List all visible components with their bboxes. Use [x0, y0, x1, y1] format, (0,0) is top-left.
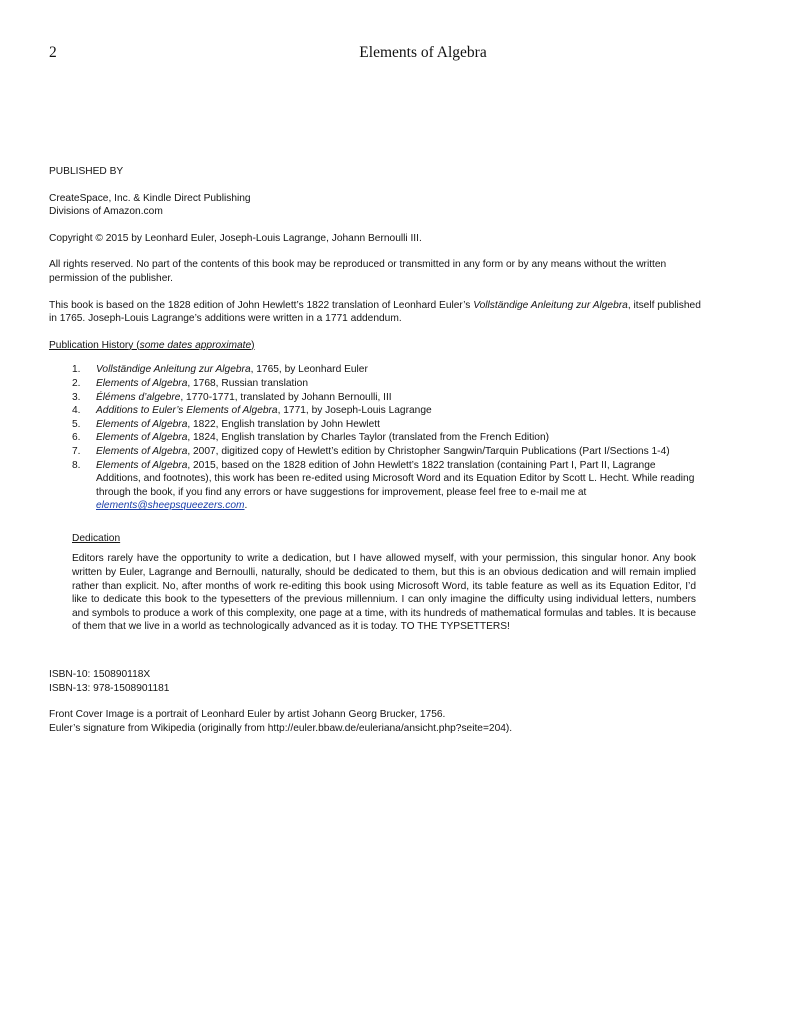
publication-history-heading: Publication History (some dates approximate) [49, 339, 255, 351]
list-item: 8. Elements of Algebra, 2015, based on the 1828 edition of John Hewlett’s 1822 translation (containing Part I, Part II, Lagrange Additions, and footnotes), this work has been re-edited using Microsoft Word and its Equation Editor by Scott L. Hecht. While reading through the book, if you find any errors or have suggestions for improvement, please feel free to e-mail me at elements@sheepsqueezers.com. [72, 459, 695, 512]
publisher-line-2: Divisions of Amazon.com [49, 206, 163, 218]
page-header [49, 44, 749, 68]
page-number: 2 [49, 44, 57, 61]
list-item: 1. Vollständige Anleitung zur Algebra, 1765, by Leonhard Euler [72, 364, 368, 376]
published-by-label: PUBLISHED BY [49, 166, 124, 177]
email-link[interactable]: elements@sheepsqueezers.com [96, 500, 245, 512]
list-item: 4. Additions to Euler’s Elements of Algebra, 1771, by Joseph-Louis Lagrange [72, 405, 432, 417]
list-item: 7. Elements of Algebra, 2007, digitized copy of Hewlett’s edition by Christopher Sangwin/Tarquin Publications (Part I/Sections 1-4) [72, 445, 670, 457]
rights-notice: All rights reserved. No part of the contents of this book may be reproduced or transmitted in any form or by any means without the written permission of the publisher. [49, 259, 667, 284]
copyright-page-body [49, 165, 701, 735]
list-item: 2. Elements of Algebra, 1768, Russian translation [72, 377, 308, 389]
based-on-notice: This book is based on the 1828 edition of John Hewlett’s 1822 translation of Leonhard Euler’s Vollständige Anleitung zur Algebra, itself published in 1765. Joseph-Louis Lagrange’s additions were written in a 1771 addendum. [49, 299, 701, 325]
list-item: 5. Elements of Algebra, 1822, English translation by John Hewlett [72, 418, 380, 430]
list-item: 3. Élémens d’algebre, 1770-1771, translated by Johann Bernoulli, III [72, 391, 392, 403]
dedication-text: Editors rarely have the opportunity to write a dedication, but I have allowed myself, with your permission, this singular honor. Any book written by Euler, Lagrange and Bernoulli, naturally, should be dedicated to them, but this is an obvious dedication and will remain implied rather than explicit. No, after months of work re-editing this book using Microsoft Word, its table feature as well as its Equation Editor, I’d like to dedicate this book to the typesetters of the previous millennium. I can only imagine the difficulty using individual letters, numbers and symbols to produce a work of this complexity, one page at a time, with its hundreds of mathematical formulas and tables. It is because of them that we live in a world as technologically advanced as it is today. TO THE TYPSETTERS! [72, 553, 696, 633]
dedication-section [72, 532, 696, 634]
publication-history-list [49, 363, 701, 513]
copyright-notice: Copyright © 2015 by Leonhard Euler, Joseph-Louis Lagrange, Johann Bernoulli III. [49, 232, 422, 244]
publisher-line-1: CreateSpace, Inc. & Kindle Direct Publishing [49, 192, 251, 204]
cover-image-credit: Front Cover Image is a portrait of Leonhard Euler by artist Johann Georg Brucker, 1756. [49, 709, 446, 721]
list-item: 6. Elements of Algebra, 1824, English translation by Charles Taylor (translated from the French Edition) [72, 432, 550, 444]
signature-credit: Euler’s signature from Wikipedia (originally from http://euler.bbaw.de/euleriana/ansicht.php?seite=204). [49, 722, 513, 734]
running-title: Elements of Algebra [359, 44, 487, 61]
dedication-heading: Dedication [72, 532, 121, 544]
isbn-10: ISBN-10: 150890118X [49, 669, 151, 681]
book-title-german: Vollständige Anleitung zur Algebra [473, 299, 628, 311]
isbn-13: ISBN-13: 978-1508901181 [49, 682, 170, 694]
